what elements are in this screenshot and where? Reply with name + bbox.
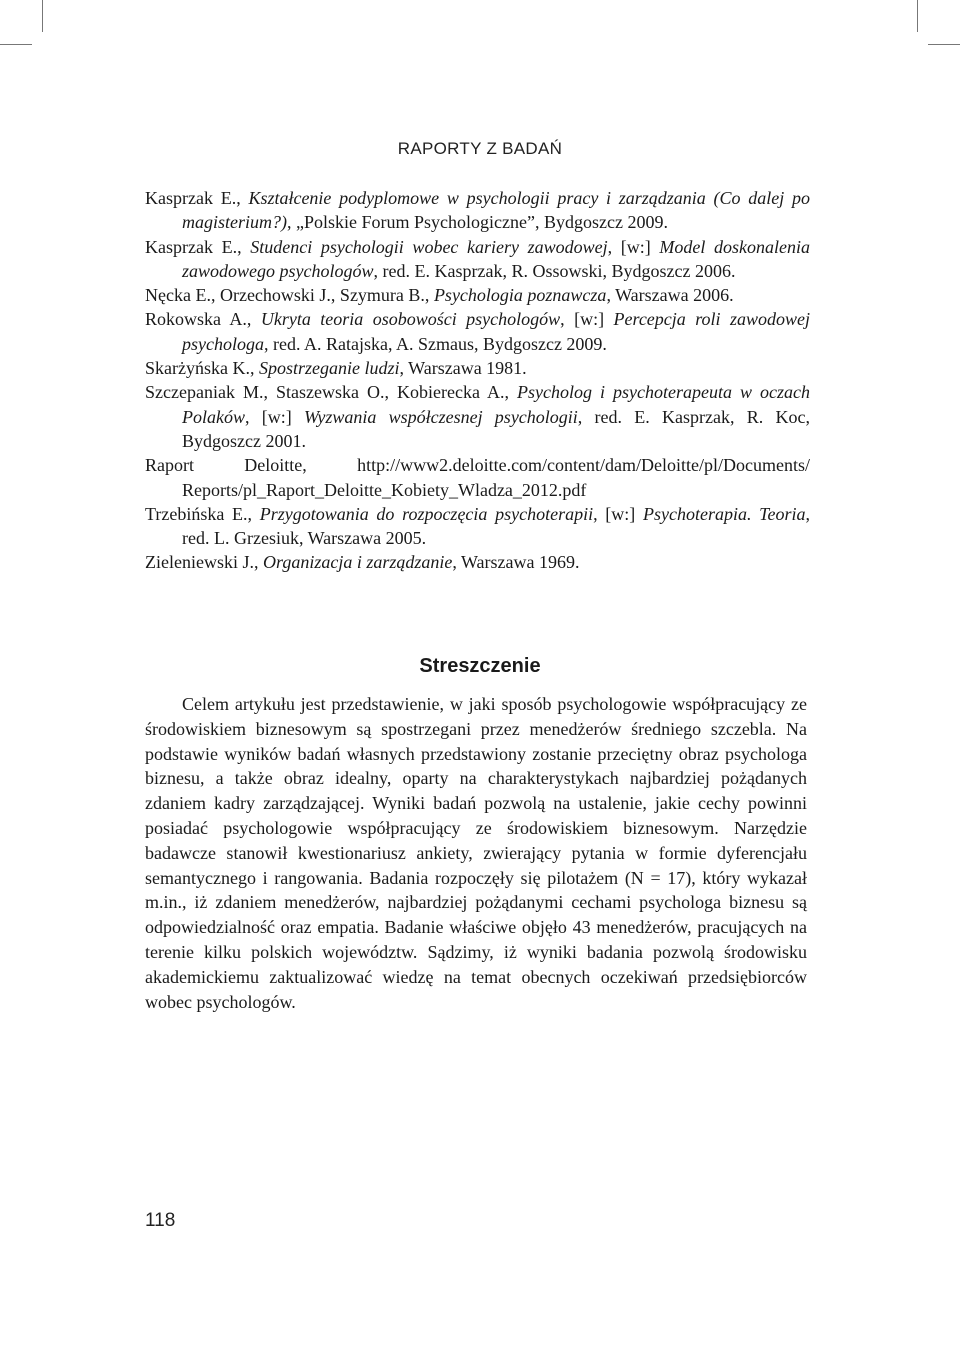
reference-text: , [w:] xyxy=(607,236,660,257)
reference-title: Model doskonalenia zawodowego psychologów xyxy=(182,236,810,281)
reference-text: , red. E. Kasprzak, R. Koc, Bydgoszcz 2001. xyxy=(182,406,810,451)
reference-title: Psychologia poznawcza xyxy=(433,285,607,306)
reference-text: Skarżyńska K., xyxy=(145,358,259,379)
reference-title: Przygotowania do rozpoczęcia psychoterapii xyxy=(259,503,594,524)
reference-item xyxy=(145,235,810,284)
reference-text: , [w:] xyxy=(560,309,614,330)
reference-text: Trzebińska E., xyxy=(145,503,260,524)
reference-text: Zieleniewski J., xyxy=(145,552,263,573)
reference-text: , „Polskie Forum Psychologiczne”, Bydgoszcz 2009. xyxy=(287,212,668,233)
crop-mark-top-right-horizontal xyxy=(928,44,960,45)
reference-item xyxy=(145,283,810,307)
reference-text: Raport Deloitte, http://www2.deloitte.com/content/dam/Deloitte/pl/Documents/ Reports/pl_Raport_Deloitte_Kobiety_Wladza_2012.pdf xyxy=(145,455,810,500)
running-head: RAPORTY Z BADAŃ xyxy=(397,139,563,158)
crop-mark-top-left-vertical xyxy=(42,0,43,32)
reference-text: Kasprzak E., xyxy=(145,188,249,208)
reference-item xyxy=(145,186,810,235)
reference-text: , Warszawa 1981. xyxy=(399,358,527,379)
reference-title: Ukryta teoria osobowości psychologów xyxy=(260,309,561,330)
reference-item xyxy=(145,307,810,356)
reference-text: , red. L. Grzesiuk, Warszawa 2005. xyxy=(182,503,810,549)
reference-title: Percepcja roli zawodowej psychologa xyxy=(182,309,810,354)
abstract-heading: Streszczenie xyxy=(419,655,541,677)
reference-item xyxy=(145,380,810,453)
reference-title: Psychoterapia. Teoria xyxy=(642,503,806,524)
reference-item xyxy=(145,550,810,574)
reference-text: , [w:] xyxy=(593,503,643,524)
reference-title: Wyzwania współczesnej psychologii xyxy=(303,406,578,427)
reference-title: Spostrzeganie ludzi xyxy=(258,358,400,379)
reference-item xyxy=(145,453,810,502)
reference-item xyxy=(145,502,810,551)
crop-mark-top-left-horizontal xyxy=(0,44,32,45)
reference-title: Organizacja i zarządzanie xyxy=(262,552,453,573)
reference-title: Kształcenie podyplomowe w psychologii pracy i zarządzania (Co dalej po magisterium?) xyxy=(182,188,810,233)
reference-list xyxy=(145,186,810,575)
crop-mark-top-right-vertical xyxy=(917,0,918,32)
page-number: 118 xyxy=(145,1210,176,1231)
reference-title: Studenci psychologii wobec kariery zawodowej xyxy=(250,236,608,257)
reference-text: Kasprzak E., xyxy=(145,236,251,257)
reference-text: , Warszawa 2006. xyxy=(606,285,734,306)
abstract-text: Celem artykułu jest przedstawienie, w jaki sposób psychologowie współpracujący ze środowiskiem biznesowym są spostrzegani przez menedżerów średniego szczebla. Na podstawie wyników badań własnych przedstawiony zostanie przeciętny obraz psychologa biznesu, a także obraz idealny, oparty na charakterystykach najbardziej pożądanych zdaniem kadry zarządzającej. Wyniki badań pozwolą na ustalenie, jakie cechy powinni posiadać psychologowie współpracujący ze środowiskiem biznesowym. Narzędzie badawcze stanowił kwestionariusz ankiety, zwierający pytania w formie dyferencjału semantycznego i rangowania. Badania rozpoczęły się pilotażem (N = 17), który wykazał m.in., iż zdaniem menedżerów, najbardziej pożądanymi cechami psychologa biznesu są odpowiedzialność oraz empatia. Badanie właściwe objęło 43 menedżerów, pracujących na terenie kilku polskich województw. Sądzimy, iż wyniki badania pozwolą środowisku akademickiemu zaktualizować wiedzę na temat obecnych oczekiwań przedsiębiorców wobec psychologów. xyxy=(145,694,807,1012)
reference-text: , [w:] xyxy=(245,406,304,427)
reference-item xyxy=(145,356,810,380)
reference-title: Psycholog i psychoterapeuta w oczach Polaków xyxy=(182,382,810,427)
reference-text: Szczepaniak M., Staszewska O., Kobierecka A., xyxy=(145,382,517,403)
reference-text: , Warszawa 1969. xyxy=(452,552,580,573)
reference-text: , red. A. Ratajska, A. Szmaus, Bydgoszcz 2009. xyxy=(263,333,607,354)
reference-text: Rokowska A., xyxy=(145,309,261,330)
reference-text: , red. E. Kasprzak, R. Ossowski, Bydgoszcz 2006. xyxy=(373,260,736,281)
reference-text: Nęcka E., Orzechowski J., Szymura B., xyxy=(145,285,434,306)
